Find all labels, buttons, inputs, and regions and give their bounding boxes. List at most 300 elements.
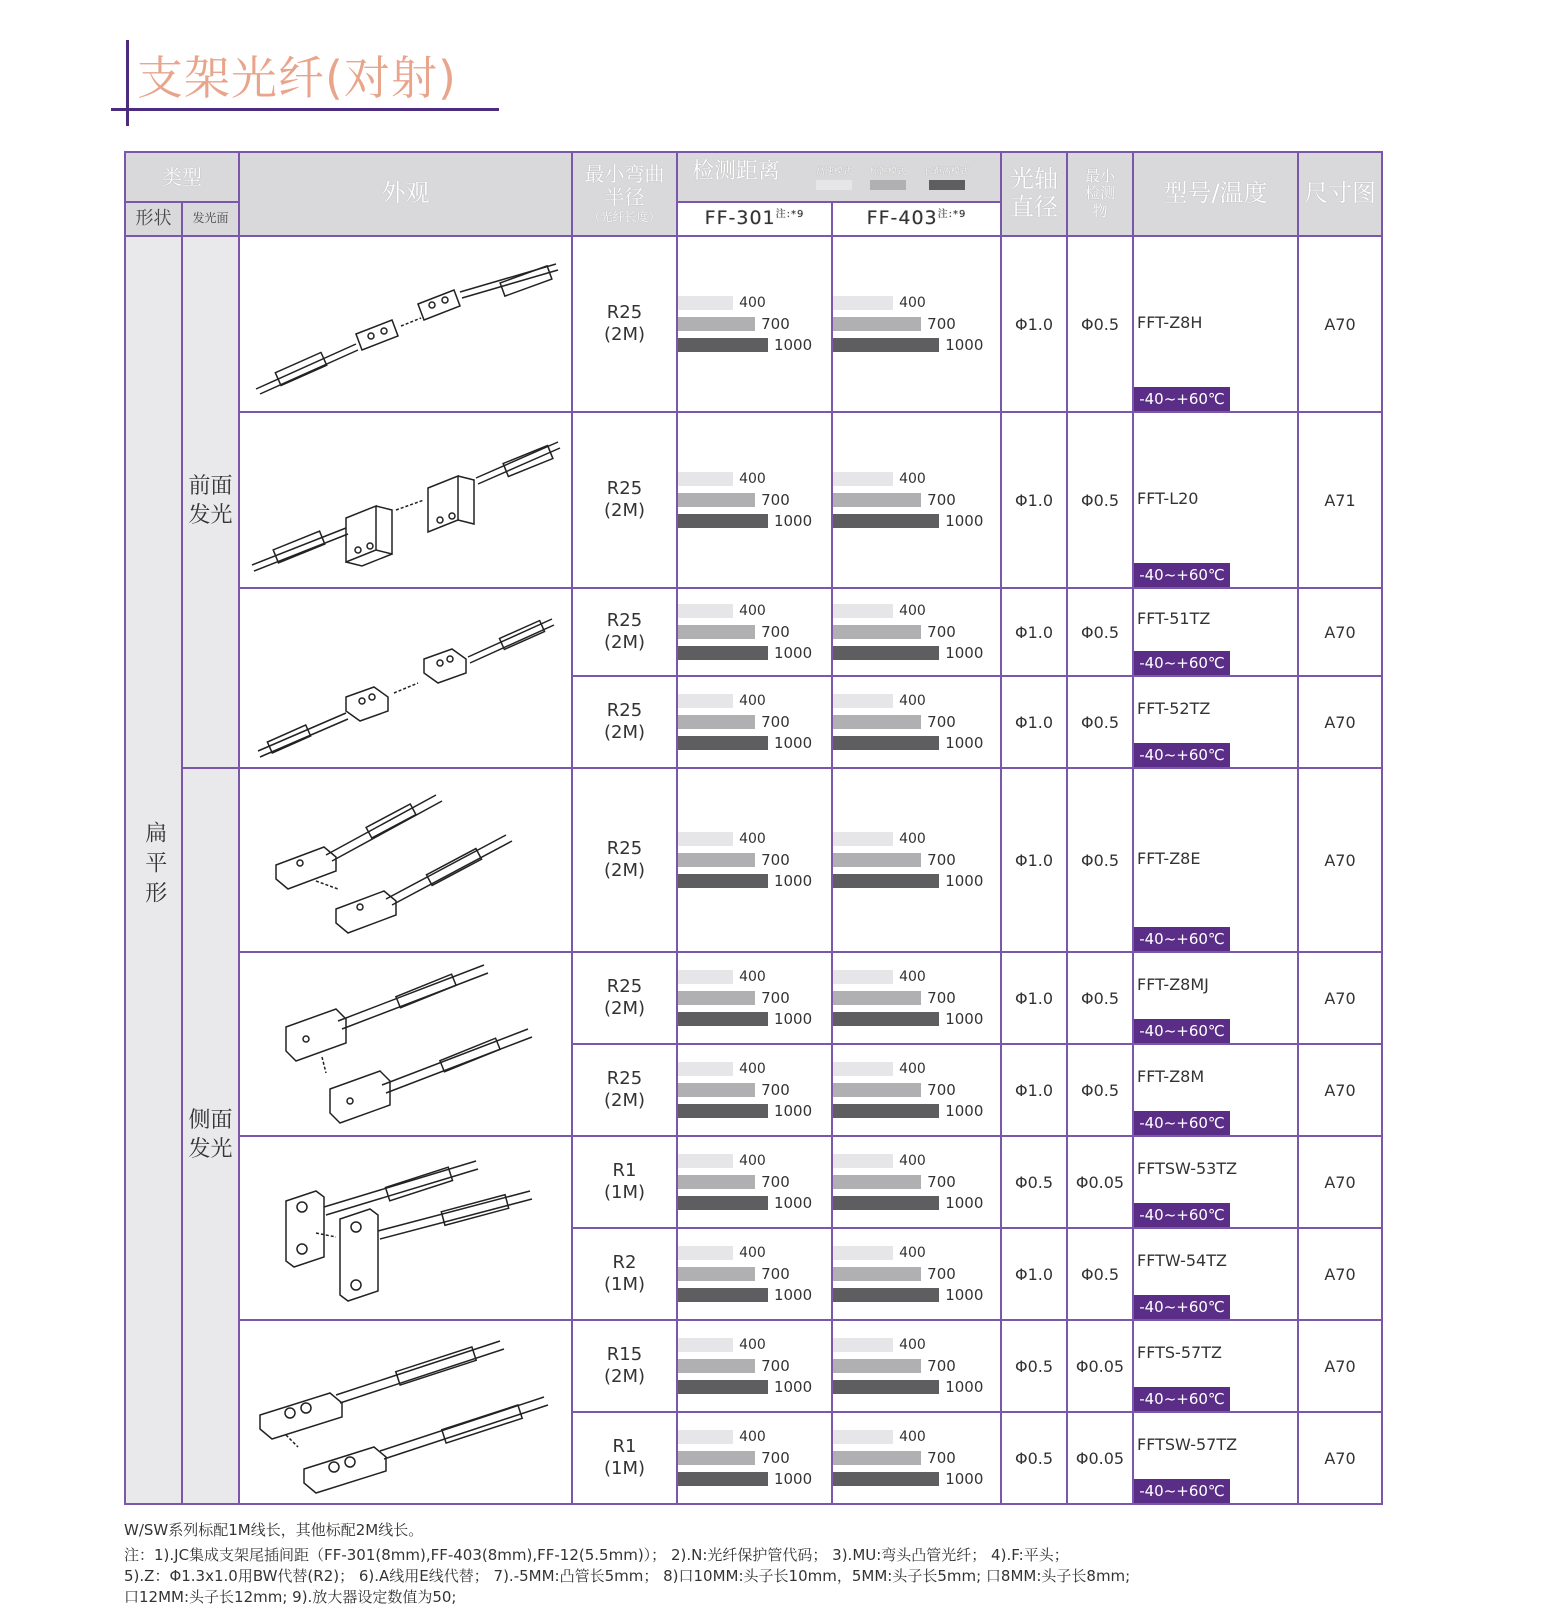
min-object: Φ0.5 [1067, 768, 1133, 952]
model-name: FFT-Z8MJ [1137, 975, 1209, 994]
product-image-z8e [239, 768, 572, 952]
distance-bar [833, 1083, 921, 1097]
model-name: FFT-Z8M [1137, 1067, 1205, 1086]
bend-radius: R15 (2M) [572, 1320, 677, 1412]
distance-bar [833, 296, 893, 310]
model-temp-cell [1133, 1136, 1298, 1228]
distance-value: 1000 [945, 872, 984, 890]
distance-value: 700 [761, 1173, 790, 1191]
distance-bar-row [678, 967, 831, 988]
distance-bar [678, 338, 768, 352]
distance-bar-row [833, 1243, 1000, 1264]
distance-bar [678, 472, 733, 486]
distance-bar-row [678, 469, 831, 490]
distance-bar-row [833, 1427, 1000, 1448]
header-min-object: 最小检测物 [1067, 152, 1133, 236]
temperature-badge: -40~+60℃ [1134, 1479, 1230, 1503]
distance-bar [678, 604, 733, 618]
distance-bar-row [833, 622, 1000, 643]
distance-bar [833, 1380, 939, 1394]
distance-value: 700 [761, 491, 790, 509]
distance-bar-row [678, 1285, 831, 1306]
distance-value: 700 [761, 1081, 790, 1099]
distance-value: 1000 [773, 1102, 813, 1120]
min-object: Φ0.5 [1067, 412, 1133, 588]
distance-value: 400 [899, 1061, 926, 1077]
distance-value: 1000 [773, 336, 813, 354]
distance-value: 1000 [945, 1010, 984, 1028]
model-temp-cell [1133, 952, 1298, 1044]
distance-bar-row [678, 293, 831, 314]
distance-bar [678, 1175, 755, 1189]
distance-title: 检测距离 [692, 159, 781, 184]
distance-value: 400 [899, 295, 926, 311]
distance-value: 1000 [945, 336, 984, 354]
model-temp-cell [1133, 676, 1298, 768]
distance-value: 1000 [945, 734, 984, 752]
distance-bar-row [678, 1059, 831, 1080]
distance-bar [678, 1430, 733, 1444]
dimension-ref: A70 [1298, 1320, 1382, 1412]
distance-bar [833, 970, 893, 984]
distance-bar-row [678, 1356, 831, 1377]
distance-bar-row [833, 988, 1000, 1009]
min-object: Φ0.5 [1067, 1228, 1133, 1320]
distance-bar-row [833, 1377, 1000, 1398]
distance-bar-row [833, 1193, 1000, 1214]
dimension-ref: A70 [1298, 676, 1382, 768]
distance-bar [833, 1359, 921, 1373]
bend-radius: R2 (1M) [572, 1228, 677, 1320]
temperature-badge: -40~+60℃ [1134, 927, 1230, 951]
distance-bar [833, 1104, 939, 1118]
distance-bar-row [833, 1080, 1000, 1101]
distance-bar-row [678, 988, 831, 1009]
distance-value: 700 [761, 713, 790, 731]
product-image-53tz-54tz [239, 1136, 572, 1320]
distance-bar [833, 1338, 893, 1352]
distance-value: 1000 [773, 734, 813, 752]
distance-bar-row [833, 733, 1000, 754]
distance-bar-row [678, 1448, 831, 1469]
distance-ff403 [832, 1412, 1001, 1504]
temperature-badge: -40~+60℃ [1134, 1295, 1230, 1319]
distance-value: 700 [761, 623, 790, 641]
temperature-badge: -40~+60℃ [1134, 563, 1230, 587]
model-name: FFT-Z8E [1137, 849, 1201, 868]
distance-value: 400 [739, 1153, 766, 1169]
distance-bar-row [833, 871, 1000, 892]
distance-bar [678, 296, 733, 310]
bend-radius: R1 (1M) [572, 1412, 677, 1504]
note-line: 注：1).JC集成支架尾插间距（FF-301(8mm),FF-403(8mm),FF-12(5.5mm)）； 2).N:光纤保护管代码； 3).MU:弯头凸管光纤； 4).F:平头； [124, 1546, 1069, 1564]
distance-bar [833, 1012, 939, 1026]
distance-ff301 [677, 676, 832, 768]
min-object: Φ0.5 [1067, 676, 1133, 768]
distance-bar-row [833, 1172, 1000, 1193]
distance-bar [833, 514, 939, 528]
bend-radius: R25 (2M) [572, 676, 677, 768]
temperature-badge: -40~+60℃ [1134, 1019, 1230, 1043]
bend-radius: R25 (2M) [572, 1044, 677, 1136]
distance-value: 700 [927, 623, 956, 641]
distance-ff403 [832, 588, 1001, 676]
distance-bar-row [833, 1059, 1000, 1080]
distance-value: 400 [739, 295, 766, 311]
distance-value: 1000 [773, 1286, 813, 1304]
distance-value: 400 [739, 1061, 766, 1077]
distance-ff301 [677, 1320, 832, 1412]
distance-value: 700 [927, 1449, 956, 1467]
note-line: 口12MM:头子长12mm; 9).放大器设定数值为50; [124, 1588, 457, 1606]
model-temp-cell [1133, 1228, 1298, 1320]
product-image-57tz [239, 1320, 572, 1504]
temperature-badge: -40~+60℃ [1134, 1387, 1230, 1411]
distance-value: 700 [927, 1173, 956, 1191]
distance-bar-row [678, 1009, 831, 1030]
distance-bar-row [678, 511, 831, 532]
header-axis-diameter: 光轴直径 [1001, 152, 1067, 236]
distance-value: 1000 [773, 1470, 813, 1488]
axis-diameter: Φ0.5 [1001, 1136, 1067, 1228]
bend-radius: R25 (2M) [572, 588, 677, 676]
distance-ff403 [832, 1136, 1001, 1228]
distance-value: 1000 [773, 872, 813, 890]
model-name: FFT-51TZ [1137, 609, 1211, 628]
header-bend-sub: （光纤长度） [588, 210, 661, 225]
dimension-ref: A70 [1298, 236, 1382, 412]
distance-bar-row [678, 1427, 831, 1448]
distance-ff301 [677, 236, 832, 412]
min-object: Φ0.5 [1067, 236, 1133, 412]
distance-bar [678, 514, 768, 528]
distance-value: 400 [739, 471, 766, 487]
distance-bar-row [833, 1101, 1000, 1122]
distance-value: 1000 [945, 1194, 984, 1212]
distance-value: 1000 [773, 1194, 813, 1212]
distance-bar-row [678, 850, 831, 871]
header-bend-label: 最小弯曲半径 [584, 162, 665, 210]
distance-bar-row [833, 829, 1000, 850]
model-temp-cell [1133, 1320, 1298, 1412]
model-name: FFTSW-53TZ [1137, 1159, 1238, 1178]
distance-bar [678, 1062, 733, 1076]
distance-bar [833, 1246, 893, 1260]
legend-high-speed: 高速模式 [816, 167, 852, 190]
distance-value: 700 [927, 851, 956, 869]
distance-bar [833, 472, 893, 486]
product-image-l20 [239, 412, 572, 588]
bend-radius: R25 (2M) [572, 952, 677, 1044]
distance-bar [678, 853, 755, 867]
distance-bar-row [833, 469, 1000, 490]
distance-bar [678, 1288, 768, 1302]
distance-bar-row [833, 643, 1000, 664]
table-row [125, 1320, 1382, 1412]
distance-bar [833, 1175, 921, 1189]
distance-bar-row [678, 1469, 831, 1490]
distance-bar [833, 604, 893, 618]
distance-bar [678, 1451, 755, 1465]
distance-value: 400 [739, 1429, 766, 1445]
distance-bar-row [833, 335, 1000, 356]
distance-bar-row [678, 1080, 831, 1101]
distance-bar-row [678, 1377, 831, 1398]
table-row [125, 588, 1382, 676]
dimension-ref: A71 [1298, 412, 1382, 588]
distance-ff403 [832, 676, 1001, 768]
distance-bar [678, 625, 755, 639]
distance-ff301 [677, 412, 832, 588]
distance-bar [678, 1246, 733, 1260]
shape-flat-cell [125, 236, 182, 1504]
axis-diameter: Φ1.0 [1001, 236, 1067, 412]
distance-bar-row [678, 829, 831, 850]
header-type: 类型 [125, 152, 239, 202]
distance-bar [678, 991, 755, 1005]
distance-value: 400 [739, 1337, 766, 1353]
distance-value: 1000 [945, 512, 984, 530]
distance-bar-row [678, 871, 831, 892]
distance-bar [833, 1062, 893, 1076]
distance-value: 1000 [773, 644, 813, 662]
distance-bar [833, 832, 893, 846]
title-underline [111, 108, 499, 111]
model-name: FFTS-57TZ [1137, 1343, 1222, 1362]
header-appearance: 外观 [239, 152, 572, 236]
header-emit-face: 发光面 [182, 202, 239, 236]
table-row [125, 236, 1382, 412]
distance-bar-row [678, 1335, 831, 1356]
distance-ff301 [677, 1044, 832, 1136]
temperature-badge: -40~+60℃ [1134, 1111, 1230, 1135]
distance-bar-row [833, 1285, 1000, 1306]
min-object: Φ0.05 [1067, 1412, 1133, 1504]
emit-side-cell [182, 768, 239, 1504]
model-name: FFT-Z8H [1137, 313, 1203, 332]
distance-value: 700 [927, 1265, 956, 1283]
distance-bar-row [833, 293, 1000, 314]
distance-value: 1000 [945, 1470, 984, 1488]
distance-ff403 [832, 1228, 1001, 1320]
distance-value: 400 [739, 831, 766, 847]
distance-bar [678, 715, 755, 729]
distance-bar-row [678, 622, 831, 643]
distance-bar [678, 1104, 768, 1118]
distance-value: 400 [739, 603, 766, 619]
distance-ff403 [832, 1044, 1001, 1136]
header-shape: 形状 [125, 202, 182, 236]
temperature-badge: -40~+60℃ [1134, 651, 1230, 675]
distance-value: 400 [899, 969, 926, 985]
model-name: FFT-L20 [1137, 489, 1199, 508]
distance-bar-row [678, 691, 831, 712]
distance-value: 700 [927, 491, 956, 509]
model-temp-cell [1133, 412, 1298, 588]
distance-value: 400 [899, 1245, 926, 1261]
distance-bar-row [833, 712, 1000, 733]
model-name: FFT-52TZ [1137, 699, 1211, 718]
distance-bar [678, 1012, 768, 1026]
distance-ff403 [832, 1320, 1001, 1412]
table-row [125, 412, 1382, 588]
distance-bar [833, 1472, 939, 1486]
axis-diameter: Φ1.0 [1001, 676, 1067, 768]
distance-value: 400 [899, 831, 926, 847]
table-row [125, 1136, 1382, 1228]
distance-bar-row [833, 1356, 1000, 1377]
dimension-ref: A70 [1298, 952, 1382, 1044]
min-object: Φ0.5 [1067, 952, 1133, 1044]
distance-bar [678, 1083, 755, 1097]
distance-bar [678, 1359, 755, 1373]
distance-bar-row [833, 314, 1000, 335]
dimension-ref: A70 [1298, 768, 1382, 952]
distance-bar [833, 1196, 939, 1210]
distance-bar [678, 1154, 733, 1168]
model-name: FFTW-54TZ [1137, 1251, 1227, 1270]
distance-ff301 [677, 588, 832, 676]
model-name: FFTSW-57TZ [1137, 1435, 1238, 1454]
distance-bar [833, 991, 921, 1005]
distance-bar-row [833, 850, 1000, 871]
distance-bar [678, 317, 755, 331]
legend-standard: 标准模式 [870, 167, 906, 190]
distance-ff403 [832, 768, 1001, 952]
min-object: Φ0.5 [1067, 588, 1133, 676]
distance-value: 700 [927, 989, 956, 1007]
min-object: Φ0.05 [1067, 1136, 1133, 1228]
distance-ff403 [832, 236, 1001, 412]
distance-bar-row [678, 314, 831, 335]
axis-diameter: Φ1.0 [1001, 952, 1067, 1044]
dimension-ref: A70 [1298, 1044, 1382, 1136]
distance-value: 1000 [945, 1378, 984, 1396]
product-image-z8h [239, 236, 572, 412]
axis-diameter: Φ1.0 [1001, 412, 1067, 588]
distance-value: 400 [739, 969, 766, 985]
distance-bar-row [678, 1151, 831, 1172]
distance-bar-row [678, 1243, 831, 1264]
distance-bar [833, 317, 921, 331]
table-row [125, 952, 1382, 1044]
footnotes [124, 1520, 1424, 1608]
dimension-ref: A70 [1298, 588, 1382, 676]
distance-bar-row [833, 1335, 1000, 1356]
distance-bar [833, 1288, 939, 1302]
distance-bar [833, 1430, 893, 1444]
distance-bar-row [833, 511, 1000, 532]
distance-value: 400 [899, 603, 926, 619]
distance-ff403 [832, 412, 1001, 588]
distance-bar-row [678, 490, 831, 511]
distance-bar [678, 493, 755, 507]
distance-value: 400 [899, 693, 926, 709]
spec-table [124, 151, 1383, 1505]
header-amp-ff403: $FF-403^{注:*9}$ [832, 202, 1001, 236]
header-distance [677, 152, 1001, 202]
distance-bar [833, 493, 921, 507]
model-temp-cell [1133, 768, 1298, 952]
page-title: 支架光纤(对射) [137, 51, 457, 105]
distance-ff301 [677, 768, 832, 952]
distance-value: 700 [927, 1081, 956, 1099]
distance-bar [678, 1196, 768, 1210]
distance-bar [833, 874, 939, 888]
distance-value: 400 [899, 1337, 926, 1353]
temperature-badge: -40~+60℃ [1134, 387, 1230, 411]
distance-value: 700 [761, 851, 790, 869]
distance-ff301 [677, 1412, 832, 1504]
bend-radius: R25 (2M) [572, 412, 677, 588]
distance-value: 700 [761, 989, 790, 1007]
distance-bar-row [833, 1469, 1000, 1490]
header-model-temp: 型号/温度 [1133, 152, 1298, 236]
note-line: 5).Z：Φ1.3x1.0用BW代替(R2)； 6).A线用E线代替； 7).-5MM:凸管长5mm； 8)口10MM:头子长10mm，5MM:头子长5mm; 口8MM:头子长8mm; [124, 1567, 1131, 1585]
distance-bar [678, 694, 733, 708]
distance-bar [678, 1267, 755, 1281]
model-temp-cell [1133, 1412, 1298, 1504]
distance-value: 1000 [945, 1102, 984, 1120]
header-bend-radius [572, 152, 677, 236]
distance-value: 700 [761, 1449, 790, 1467]
distance-value: 700 [761, 1265, 790, 1283]
emit-front-label: 前面发光 [188, 474, 233, 528]
header-amp-ff301: $FF-301^{注:*9}$ [677, 202, 832, 236]
distance-bar [678, 832, 733, 846]
distance-bar-row [678, 1101, 831, 1122]
axis-diameter: Φ1.0 [1001, 1044, 1067, 1136]
axis-diameter: Φ1.0 [1001, 1228, 1067, 1320]
axis-diameter: Φ1.0 [1001, 588, 1067, 676]
distance-bar [833, 338, 939, 352]
min-object: Φ0.5 [1067, 1044, 1133, 1136]
legend-long-distance: 长距离模式 [924, 167, 969, 190]
distance-bar [833, 1154, 893, 1168]
product-image-z8mj-z8m [239, 952, 572, 1136]
distance-value: 700 [761, 315, 790, 333]
distance-bar-row [678, 1193, 831, 1214]
distance-bar [678, 1380, 768, 1394]
distance-bar [678, 970, 733, 984]
distance-value: 1000 [773, 1378, 813, 1396]
distance-bar-row [678, 643, 831, 664]
model-temp-cell [1133, 588, 1298, 676]
distance-bar-row [833, 967, 1000, 988]
bend-radius: R25 (2M) [572, 236, 677, 412]
distance-bar-row [678, 335, 831, 356]
distance-bar [833, 853, 921, 867]
distance-ff301 [677, 1136, 832, 1228]
axis-diameter: Φ0.5 [1001, 1320, 1067, 1412]
distance-bar [678, 1472, 768, 1486]
distance-bar-row [833, 490, 1000, 511]
dimension-ref: A70 [1298, 1136, 1382, 1228]
temperature-badge: -40~+60℃ [1134, 743, 1230, 767]
distance-bar [678, 1338, 733, 1352]
distance-bar [833, 694, 893, 708]
dimension-ref: A70 [1298, 1412, 1382, 1504]
title-accent-vertical [126, 40, 129, 126]
distance-bar-row [833, 1448, 1000, 1469]
distance-bar-row [833, 1264, 1000, 1285]
distance-bar [678, 646, 768, 660]
distance-bar-row [833, 601, 1000, 622]
distance-value: 400 [739, 1245, 766, 1261]
bend-radius: R25 (2M) [572, 768, 677, 952]
distance-value: 700 [761, 1357, 790, 1375]
distance-bar [678, 736, 768, 750]
